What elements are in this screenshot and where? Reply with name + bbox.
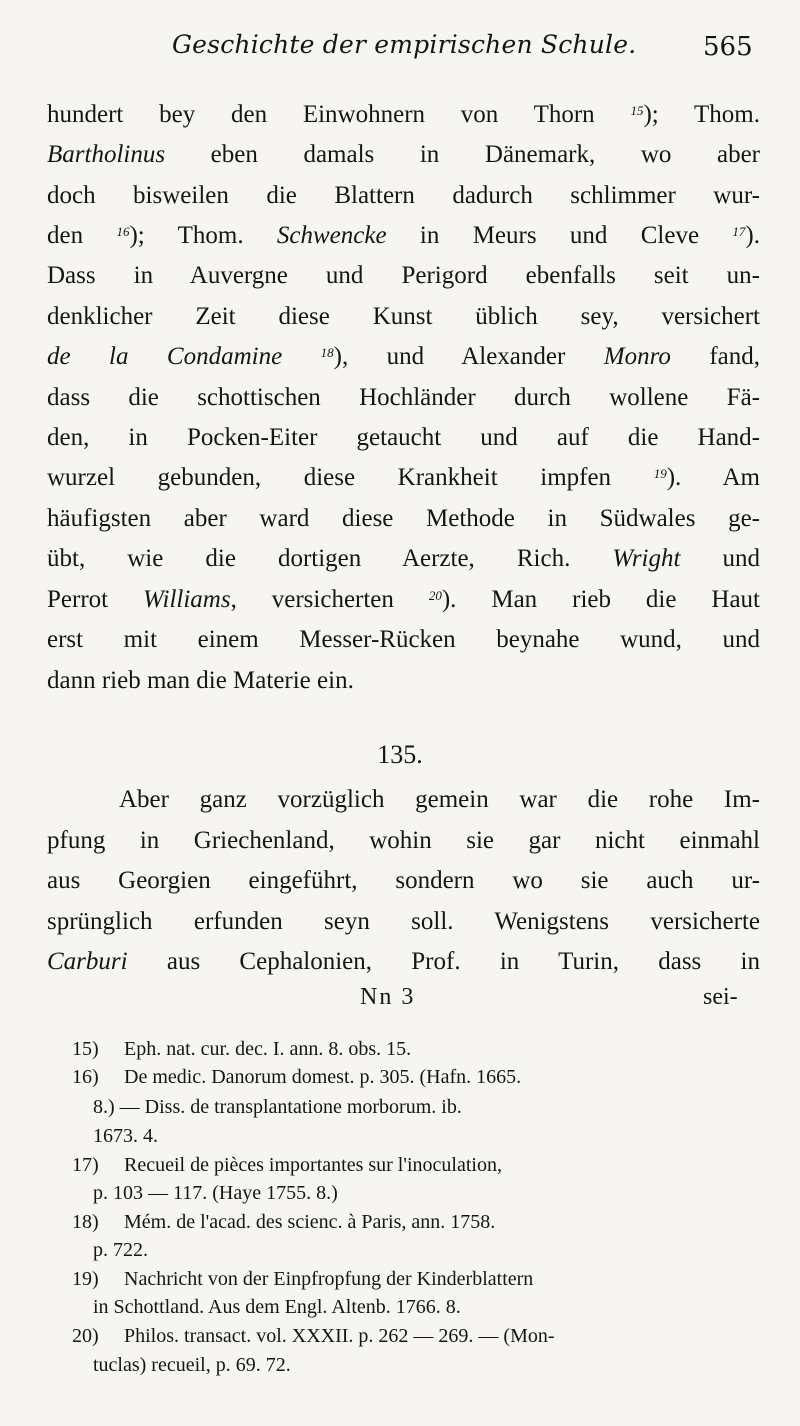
text-line: den $^{16}$); Thom. Schwencke in Meurs und Cleve $^{17}$). — [47, 222, 760, 249]
text-line: hundert bey den Einwohnern von Thorn $^{15}$); Thom. — [47, 101, 760, 128]
footnote-continuation: 1673. 4. — [93, 1125, 158, 1147]
text-line: Carburi aus Cephalonien, Prof. in Turin, dass in — [47, 948, 760, 975]
text-line: häufigsten aber ward diese Methode in Südwales ge- — [47, 505, 760, 532]
footnote-continuation: in Schottland. Aus dem Engl. Altenb. 1766. 8. — [93, 1296, 461, 1318]
text-line: Bartholinus eben damals in Dänemark, wo aber — [47, 141, 760, 168]
text-line: wurzel gebunden, diese Krankheit impfen $^{19}$). Am — [47, 464, 760, 491]
text-line: übt, wie die dortigen Aerzte, Rich. Wright und — [47, 545, 760, 572]
text-line: dann rieb man die Materie ein. — [47, 667, 354, 694]
text-line: sprünglich erfunden seyn soll. Wenigstens versicherte — [47, 908, 760, 935]
text-line: de la Condamine $^{18}$), und Alexander Monro fand, — [47, 343, 760, 370]
footnote-19: 19) Nachricht von der Einpfropfung der Kinderblattern — [72, 1268, 534, 1290]
text-line: pfung in Griechenland, wohin sie gar nicht einmahl — [47, 827, 760, 854]
footnote-20: 20) Philos. transact. vol. XXXII. p. 262 — 269. — (Mon- — [72, 1325, 555, 1347]
text-line: Perrot Williams, versicherten $^{20}$). Man rieb die Haut — [47, 586, 760, 613]
text-line: dass die schottischen Hochländer durch wollene Fä- — [47, 384, 760, 411]
text-line: den, in Pocken-Eiter getaucht und auf die Hand- — [47, 424, 760, 451]
section-number: 135. — [377, 740, 423, 769]
footnote-15: 15) Eph. nat. cur. dec. I. ann. 8. obs. 15. — [72, 1038, 412, 1060]
catchword: sei- — [703, 984, 738, 1010]
footnote-17: 17) Recueil de pièces importantes sur l'inoculation, — [72, 1154, 502, 1176]
footnote-ref: 18 — [320, 345, 334, 360]
signature-mark: Nn 3 — [360, 984, 416, 1010]
footnote-ref: 17 — [732, 224, 746, 239]
footnote-continuation: p. 722. — [93, 1239, 148, 1261]
text-line: denklicher Zeit diese Kunst üblich sey, versichert — [47, 303, 760, 330]
footnote-ref: 15 — [630, 103, 644, 118]
page-number: 565 — [703, 32, 753, 62]
footnote-continuation: 8.) — Diss. de transplantatione morborum. ib. — [93, 1096, 462, 1118]
footnote-continuation: p. 103 — 117. (Haye 1755. 8.) — [93, 1182, 338, 1204]
footnote-continuation: tuclas) recueil, p. 69. 72. — [93, 1354, 291, 1376]
footnote-16: 16) De medic. Danorum domest. p. 305. (Hafn. 1665. — [72, 1066, 522, 1088]
footnote-ref: 16 — [116, 224, 130, 239]
text-line: doch bisweilen die Blattern dadurch schlimmer wur- — [47, 182, 760, 209]
text-line: Aber ganz vorzüglich gemein war die rohe Im- — [119, 786, 760, 813]
text-line: aus Georgien eingeführt, sondern wo sie auch ur- — [47, 867, 760, 894]
text-line: erst mit einem Messer-Rücken beynahe wund, und — [47, 626, 760, 653]
footnote-18: 18) Mém. de l'acad. des scienc. à Paris, ann. 1758. — [72, 1211, 496, 1233]
running-head-title: Geschichte der empirischen Schule. — [172, 30, 637, 59]
text-line: Dass in Auvergne und Perigord ebenfalls seit un- — [47, 262, 760, 289]
footnote-ref: 19 — [653, 466, 667, 481]
footnote-ref: 20 — [428, 588, 442, 603]
